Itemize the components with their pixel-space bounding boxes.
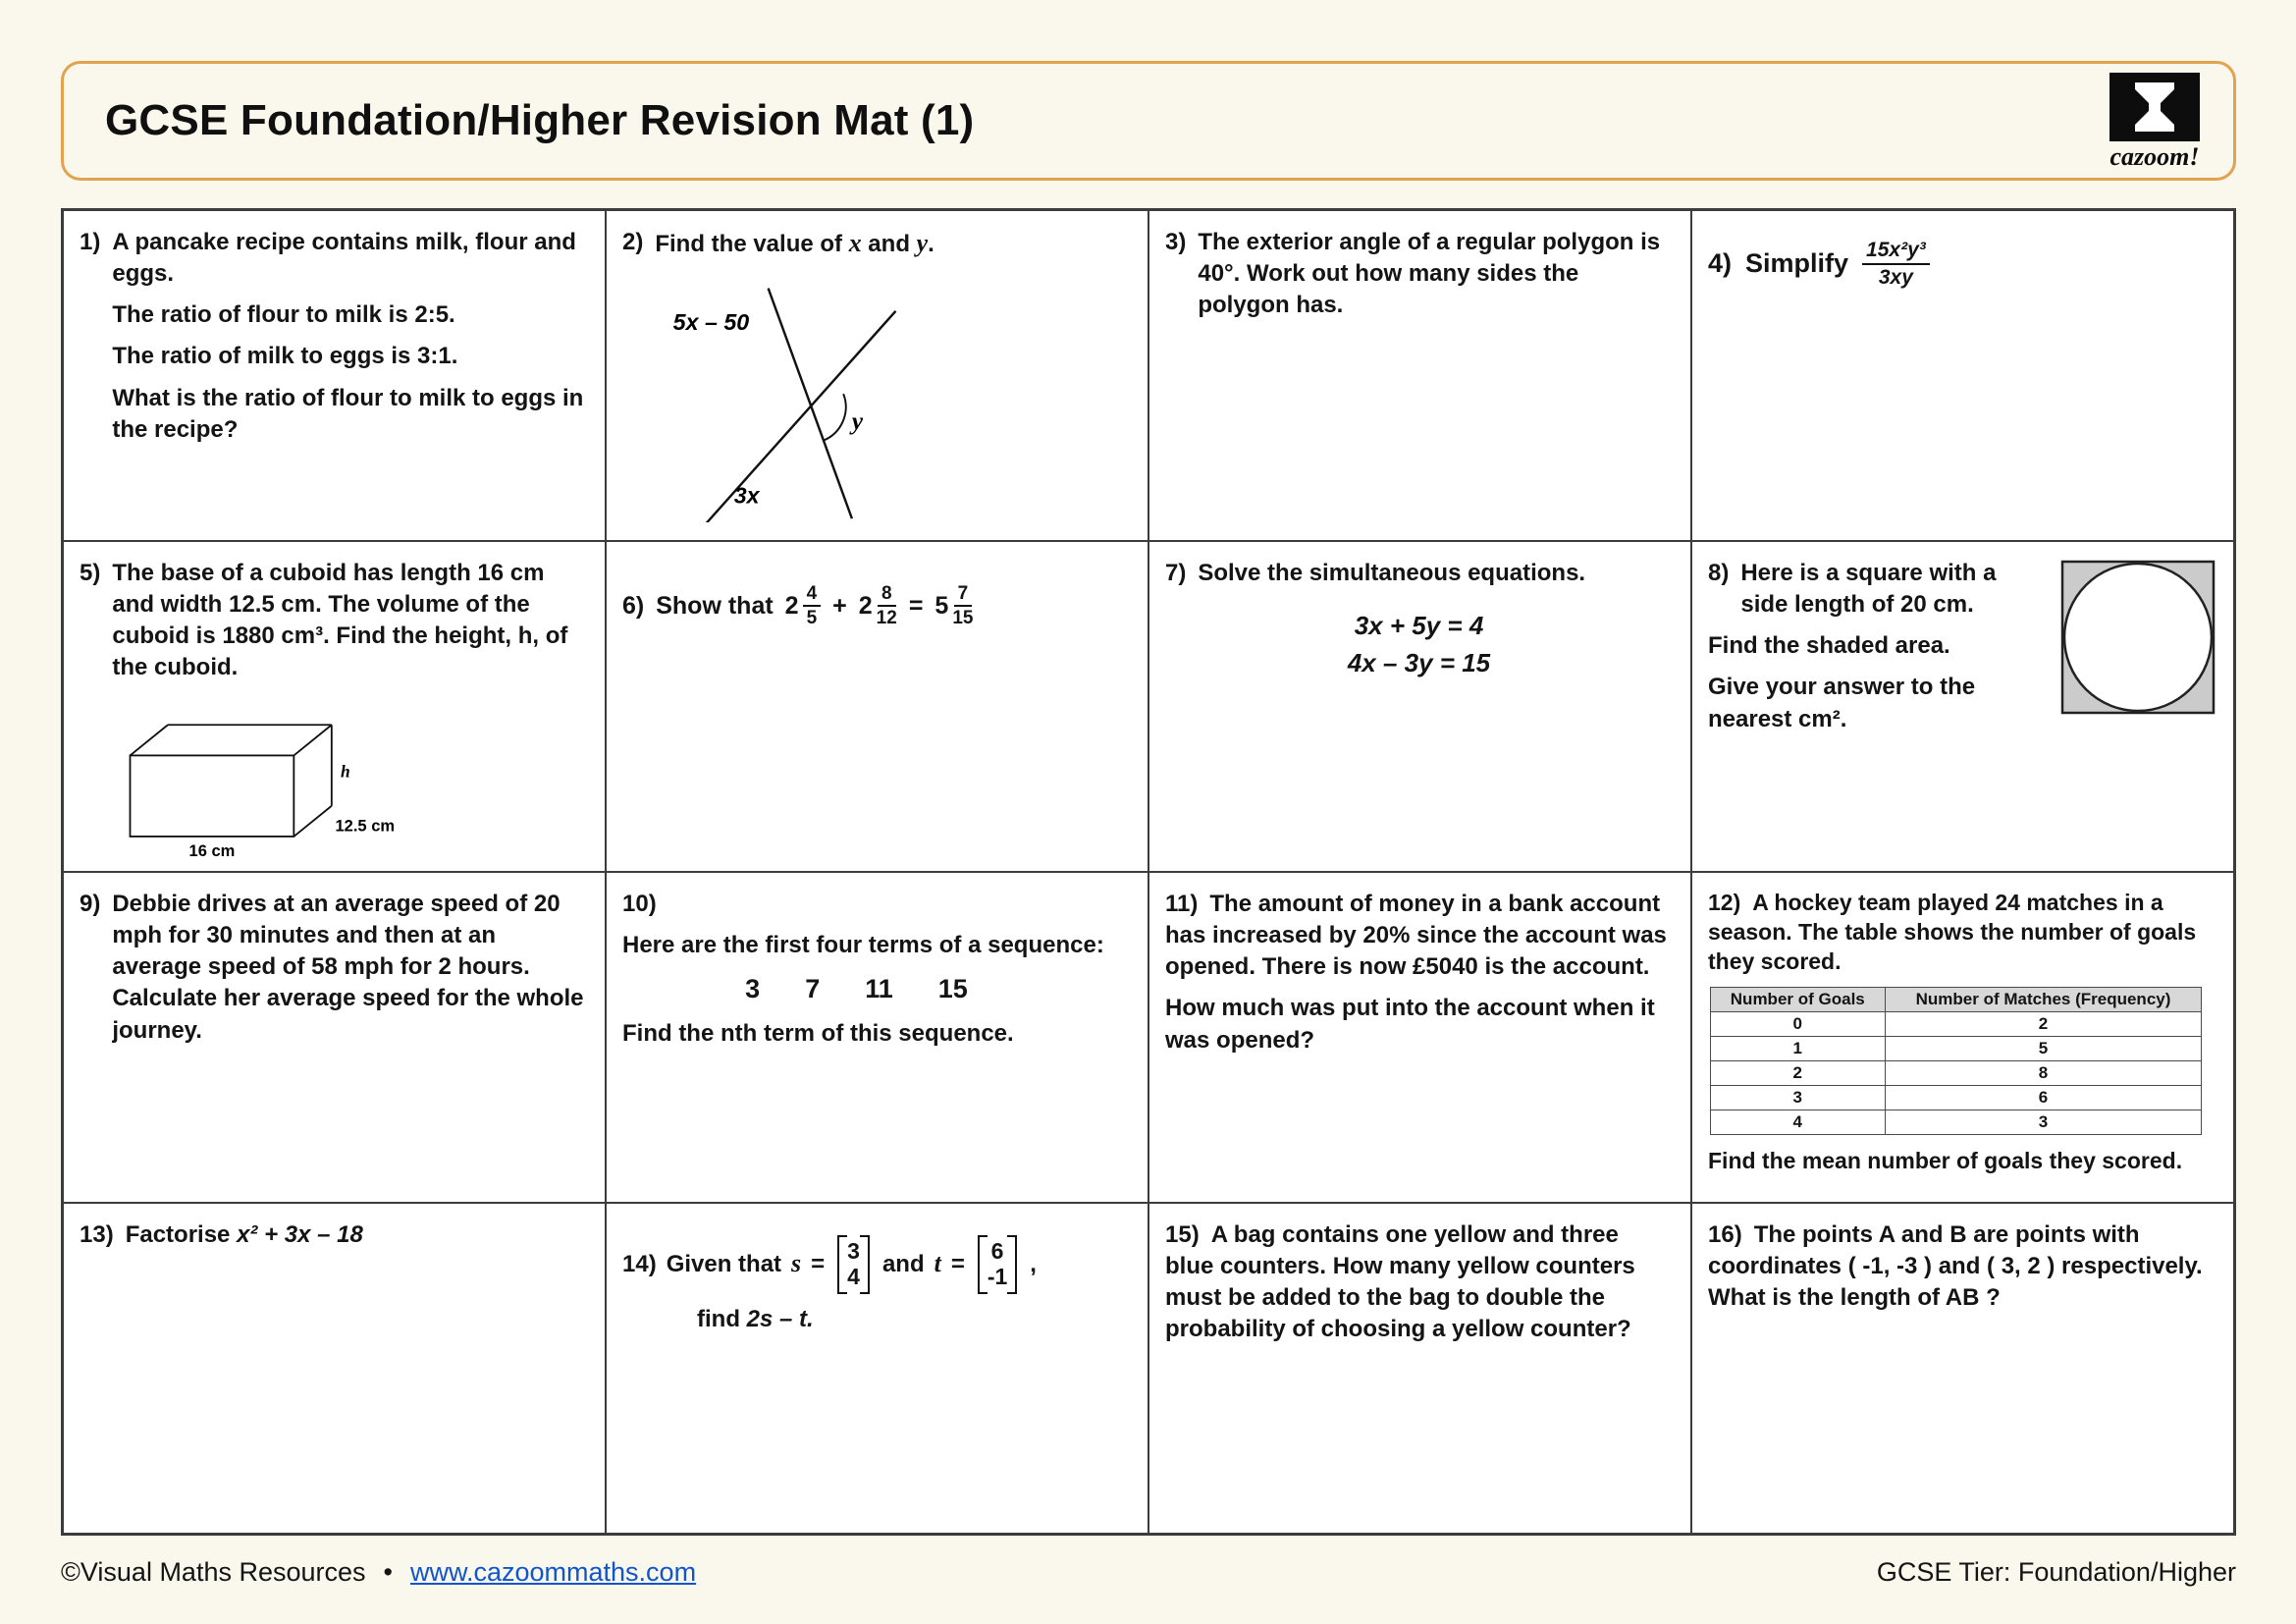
quadratic-expression: x² + 3x – 18 [237,1221,363,1248]
question-6-cell [606,541,1148,872]
question-text: 16) The points A and B are points with coordinates ( -1, -3 ) and ( 3, 2 ) respectively. What is the length of AB ? [1708,1221,2203,1312]
cuboid-diagram [114,694,438,869]
question-number: 6) [622,591,645,620]
table-row: 4 3 [1711,1110,2202,1135]
table-row: 1 5 [1711,1036,2202,1060]
vector-s-name: s [791,1249,802,1278]
question-text: The ratio of flour to milk is 2:5. [112,301,455,329]
vector-t-name: t [934,1249,941,1278]
variable-x: x [848,229,862,257]
logo-icon-box [2109,73,2200,141]
website-link[interactable]: www.cazoommaths.com [409,1557,697,1587]
question-15-cell [1148,1203,1691,1534]
question-8-cell [1691,541,2234,872]
question-number: 16) [1708,1221,1742,1248]
question-text: Here is a square with a side length of 20 cm. [1740,560,1997,619]
question-number: 12) [1708,890,1741,915]
question-2-cell [606,210,1148,541]
question-text: The exterior angle of a regular polygon is 40°. Work out how many sides the polygon has. [1198,229,1661,319]
table-header-goals: Number of Goals [1711,987,1886,1011]
question-number: 2) [622,229,644,255]
question-text: Show that [656,591,774,620]
question-text: Factorise x² + 3x – 18 [125,1221,363,1248]
width-label: 12.5 cm [335,817,396,836]
vector-s: 3 4 [837,1235,870,1294]
question-9-cell [63,872,606,1203]
question-number: 15) [1165,1221,1200,1248]
plus-sign: + [832,591,847,620]
question-16-cell [1691,1203,2234,1534]
angle-label-3x: 3x [733,482,760,509]
cazoom-logo [2109,73,2200,170]
frequency-table [1710,987,2202,1136]
equation-1: 3x + 5y = 4 [1354,611,1484,641]
question-1-cell [63,210,606,541]
equals-sign: = [908,591,924,620]
angle-label-5x-50: 5x – 50 [672,308,750,335]
question-number: 10) [622,891,657,917]
variable-y: y [916,229,929,257]
question-text: Find the nth term of this sequence. [622,1020,1014,1048]
angle-label-y: y [851,407,864,435]
crossing-lines-diagram [656,275,980,522]
sequence-term: 15 [937,974,968,1004]
question-text: The base of a cuboid has length 16 cm and width 12.5 cm. The volume of the cuboid is 1880 cm³. Find the height, h, of the cuboid. [112,560,568,681]
question-number: 7) [1165,560,1187,586]
sequence-terms [622,971,1091,1006]
question-text: 12) A hockey team played 24 matches in a season. The table shows the number of goals they scored. [1708,890,2197,974]
question-text: What is the ratio of flour to milk to eggs in the recipe? [112,384,584,443]
header [61,61,2236,181]
table-row: 3 6 [1711,1086,2202,1110]
question-14-cell [606,1203,1148,1534]
question-number: 3) [1165,229,1187,255]
question-text: Give your answer to the nearest cm². [1708,674,1976,732]
question-10-cell [606,872,1148,1203]
simultaneous-equations [1165,609,1673,680]
sequence-term: 7 [805,974,821,1004]
table-header-frequency: Number of Matches (Frequency) [1885,987,2202,1011]
question-text: Find the shaded area. [1708,632,1950,660]
question-7-cell [1148,541,1691,872]
question-12-cell [1691,872,2234,1203]
mixed-number: 5 $\frac{7}{15}$ [934,583,974,629]
height-label: h [341,761,351,782]
question-number: 14) [622,1250,657,1277]
fraction [1862,239,1930,289]
bullet-separator: • [383,1557,393,1587]
question-number: 13) [80,1221,114,1248]
fraction-denominator: 3xy [1878,265,1913,289]
question-text: 14) Given that s = 3 4 and t = 6 -1 , [622,1235,1130,1294]
hourglass-icon [2125,81,2184,134]
question-number: 5) [80,560,101,586]
question-13-cell [63,1203,606,1534]
copyright-text: ©Visual Maths Resources [61,1557,366,1587]
question-number: 8) [1708,560,1730,586]
question-text: Simplify [1745,248,1849,279]
question-number: 1) [80,229,101,255]
question-text: Find the value of x and y. [655,229,934,257]
question-text: 11) The amount of money in a bank account has increased by 20% since the account was opened. There is now £5040 is the account. [1165,891,1667,981]
logo-wordmark: cazoom! [2109,141,2200,171]
question-3-cell [1148,210,1691,541]
equation-2: 4x – 3y = 15 [1347,647,1491,677]
question-text: 15) A bag contains one yellow and three blue counters. How many yellow counters must be added to the bag to double the probability of choosing a yellow counter? [1165,1221,1635,1343]
question-text: Here are the first four terms of a sequence: [622,932,1104,959]
length-label: 16 cm [188,841,236,860]
question-text: Debbie drives at an average speed of 20 mph for 30 minutes and then at an average speed of 58 mph for 2 hours. Calculate her average speed for the whole journey. [112,891,584,1044]
vector-t: 6 -1 [978,1235,1017,1294]
sequence-term: 11 [865,974,893,1004]
question-number: 11) [1165,891,1199,917]
fraction-numerator: 15x²y³ [1862,239,1930,265]
question-text: The ratio of milk to eggs is 3:1. [112,343,458,370]
question-5-cell [63,541,606,872]
sequence-term: 3 [745,974,761,1004]
footer [61,1557,2236,1588]
square-circle-diagram [2060,560,2216,715]
tier-label: GCSE Tier: Foundation/Higher [1876,1557,2236,1587]
question-4-cell [1691,210,2234,541]
question-text: Find the mean number of goals they scored. [1708,1148,2183,1174]
question-grid [61,208,2236,1536]
vector-expression: 2s – t. [746,1305,814,1332]
question-text: A pancake recipe contains milk, flour and eggs. [112,229,576,288]
page-title: GCSE Foundation/Higher Revision Mat (1) [105,96,975,144]
question-11-cell [1148,872,1691,1203]
table-row: 0 2 [1711,1011,2202,1036]
mixed-number: 2 $\frac{8}{12}$ [858,583,897,629]
table-row: 2 8 [1711,1060,2202,1085]
mixed-number: 2 $\frac{4}{5}$ [785,583,821,629]
question-number: 4) [1708,248,1733,279]
question-number: 9) [80,891,101,917]
question-text: How much was put into the account when it was opened? [1165,995,1655,1054]
question-text: Solve the simultaneous equations. [1198,560,1586,586]
question-text: find 2s – t. [697,1305,814,1332]
